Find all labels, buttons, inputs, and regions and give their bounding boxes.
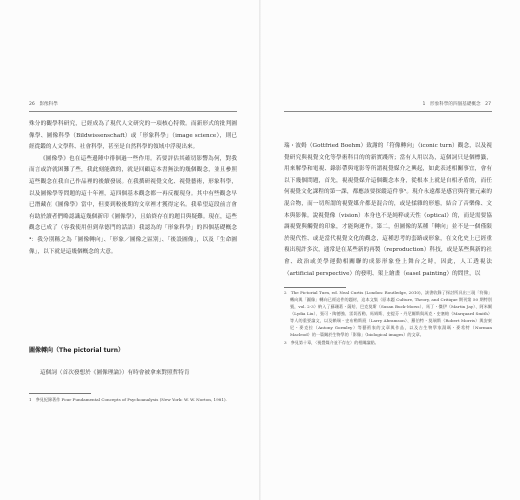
left-paragraph-3: 這個詞（首次發想於《圖像理論》）有時會被拿來對照哲特肯 [40,370,190,376]
section-heading-pictorial-turn: 圖像轉向（The pictorial turn） [29,347,125,354]
left-body-text [29,119,237,258]
right-page [261,0,520,500]
left-page [0,0,259,500]
left-footnote-rule [29,393,91,394]
left-paragraph-2: 《圖像學》也在這些邊陲中徘徊過一些作用。若要評估其確切影響為何，對我而言或許就困難了些，我此刻能做的，就是回顧這本書無法的幾個觀念，並且參照這些觀念在我自己作品裡的後續發展。在我撰研視覺文化、視覺藝術，形象科學，以及圖像學等問題的這十年裡，這四個基本觀念都一再反覆現身。其中有些觀念早已潛藏在《圖像學》當中，但要到較後期的文章裡才獲得定名。我希望這段前言會有助於讀者們略認識這幾個新印《圖像學》，且始終存在的題目與疑難。現在，這些觀念已成了（容我使用但到韋德門的話語）我認為的「形象科學」的四個基礎概念⁴：我分別稱之為「圖像轉向」、「形象／圖像之區別」、「後設圖像」，以及「生命圖像」，以下就是這幾個概念的大意。 [29,155,237,255]
right-footnote-3: 3 參見第十章，〈視覺媒介並不存在〉的相關論點。 [284,340,379,345]
left-running-head: 26 影像科學 [29,102,58,107]
left-footnote-1: 1 參見紀錄著作 Four Fundamental Concepts of Psychoanalysis (New York: W. W. Norton, 1981). [29,397,227,402]
left-footnotes [29,396,237,404]
right-header-rule [284,111,492,112]
right-body-text [284,141,492,280]
right-paragraph-1: 瑞・波姆（Gottfried Boehm）致謝的「符像轉向」（iconic turn）觀念，以及視覺研究與視覺文化等學術科目的的新實踐所；當有人用以為，這個詞只是個標籤，用來解學和電視、錄影帶與電影等所謂視覺媒介之興起，如此表述相關事宜，會有以下幾個問題，首先，視視覺媒介這個觀念本身，從根本上就是自相矛盾的，而任何視覺文化課程的第一課，都應該要探縱這件事⁵。現介永遠都是感官與符號元素的混合物，而一切所謂的視覺媒介都是混合的，或是揉雜的形態，結合了音樂像、文本與影像。說視覺像（vision）本身也不是純粹或天性（optical）的，而是需要協調視覺與觸覺的印象，才能夠運作。第二，但圖像的某種「轉向」並不是一個僅限於現代性、或是當代視覺文化的觀念，這種思考的套路或形象，在文化史上已經重複出現許多次，通常是在某些新的再製（reproduction）科技，或是某些與新的社會、政治或美學運動相關聯的成影形象登上舞台之時，因此，人工透視法（artificial perspective）的發明、架上繪畫（easel painting）的問世，以 [284,143,492,277]
right-footnote-2: 2 The Pictorial Turn, ed. Neal Curtis (London: Routledge, 2010)，該書收錄了探討所具出三現「符像」轉向與「圖像」轉向已經這件的題材，這本文集（原本題 Culture, Theory, and Critique 期刊第 50 期特別號，vol. 2-3）納入了蘇珊葛・薩哈、巴克莫斯（Susan Buck-Morss）、馬丁・傑伊（Martin Jay）、阿米爾（Lydia Liu）、張可・陶德強、雷切西勒、馬姆斯、史提芬・丹尼爾斯與馬克・史塞帕（Marquard Smith）等人的重要論文，以及賴瑞・史布勒斯班（Larry Abramson）、羅伯特・莫瑞斯（Robert Morris）與安東尼・麥克拉（Antony Gormley）等藝術家的文章與作品，以及古生物學家湯瑪・麥希特（Norman Macleod）的一篇關於生物學的「影像」（biological images）的文章。 [284,290,492,337]
left-body-text-continued [29,368,237,380]
left-header-rule [29,111,237,112]
right-footnotes [284,289,492,347]
right-footnote-rule [284,287,346,288]
right-running-head: 1 形象科學的四個基礎概念 27 [422,102,491,107]
left-paragraph-1: 殊分的觀學科研究，已經成為了現代人文研究的一項核心特徵。而新形式的批判圖像學、圖像科學（Bildwissenschaft）或「形象科學」（image science），則已經從鑑的人文學科、社會科學，甚至是自然科學的領域中浮現出來。 [29,121,237,151]
